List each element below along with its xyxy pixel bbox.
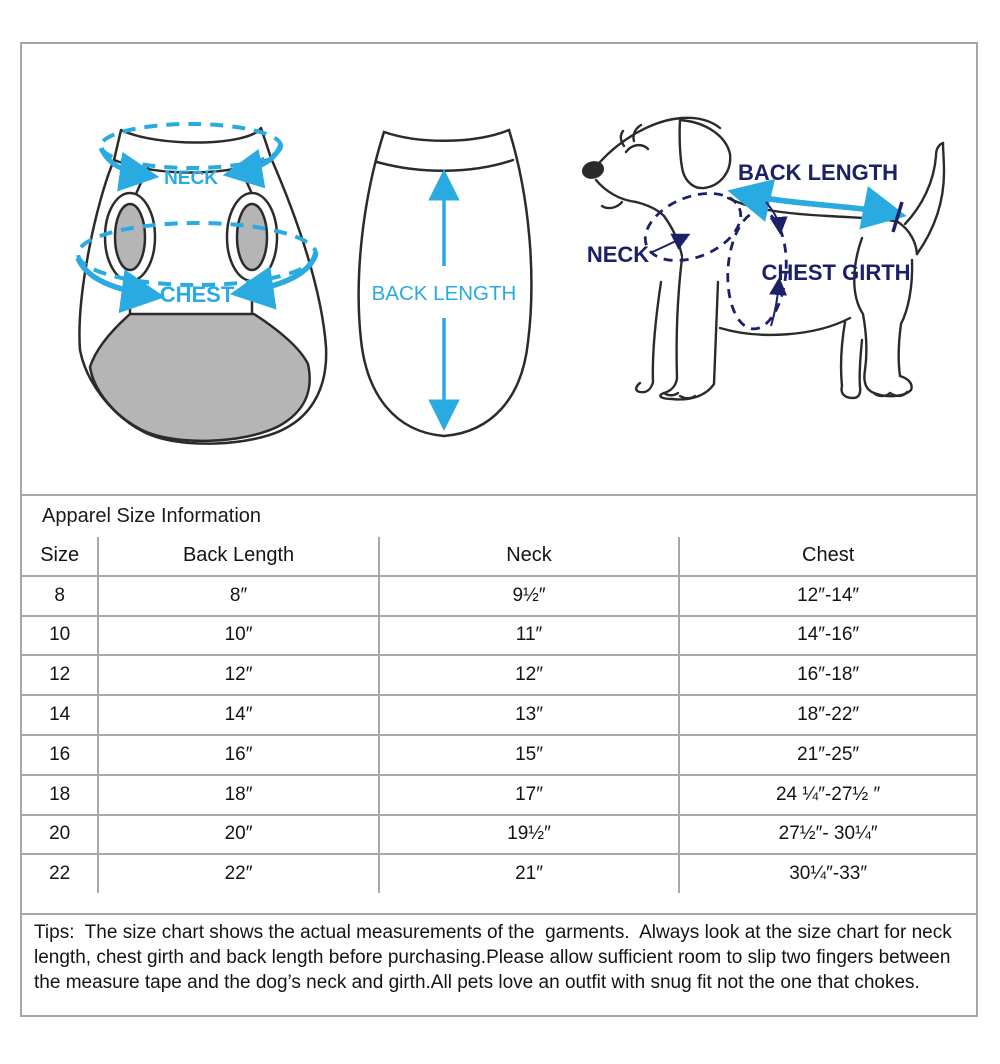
table-cell: 13″ [379, 695, 680, 735]
column-header-size: Size [22, 537, 98, 576]
table-row [22, 695, 976, 735]
front-chest-label: CHEST [159, 282, 235, 307]
measurement-diagrams [22, 44, 976, 494]
table-cell: 27½″- 30¼″ [679, 815, 976, 855]
table-cell: 9½″ [379, 576, 680, 616]
table-row [22, 775, 976, 815]
table-cell: 24 ¼″-27½ ″ [679, 775, 976, 815]
front-neck-label: NECK [164, 168, 218, 189]
tail-tick-mark [893, 202, 902, 232]
table-row [22, 616, 976, 656]
table-cell: 16″-18″ [679, 655, 976, 695]
table-cell: 22 [22, 854, 98, 893]
table-cell: 11″ [379, 616, 680, 656]
header-row [22, 537, 976, 576]
table-row [22, 576, 976, 616]
dog-neck-label: NECK [586, 242, 650, 267]
table-cell: 18″-22″ [679, 695, 976, 735]
back-length-label: BACK LENGTH [371, 282, 517, 305]
dog-diagram [560, 90, 980, 460]
table-cell: 8 [22, 576, 98, 616]
column-header-neck: Neck [379, 537, 680, 576]
dog-back-length-label: BACK LENGTH [737, 160, 899, 185]
table-cell: 15″ [379, 735, 680, 775]
column-header-back: Back Length [98, 537, 378, 576]
table-cell: 14″-16″ [679, 616, 976, 656]
garment-back-diagram [344, 106, 544, 456]
table-cell: 16″ [98, 735, 378, 775]
tips-text: Tips: The size chart shows the actual measurements of the garments. Always look at the size chart for neck length, chest girth and back length before purchasing.Please allow sufficient room to slip two fingers between the measure tape and the dog’s neck and girth.All pets love an outfit with snug fit not the one that chokes. [22, 913, 976, 1015]
table-cell: 20 [22, 815, 98, 855]
table-cell: 16 [22, 735, 98, 775]
table-cell: 12 [22, 655, 98, 695]
table-cell: 12″-14″ [679, 576, 976, 616]
table-row [22, 854, 976, 893]
table-cell: 18″ [98, 775, 378, 815]
size-table [22, 537, 976, 893]
table-row [22, 735, 976, 775]
table-cell: 8″ [98, 576, 378, 616]
size-table-body [22, 576, 976, 893]
table-cell: 18 [22, 775, 98, 815]
table-cell: 22″ [98, 854, 378, 893]
garment-front-diagram [64, 102, 344, 462]
table-cell: 10″ [98, 616, 378, 656]
table-cell: 20″ [98, 815, 378, 855]
table-cell: 10 [22, 616, 98, 656]
dog-neck-ring [635, 180, 750, 273]
table-title: Apparel Size Information [42, 505, 262, 527]
table-cell: 19½″ [379, 815, 680, 855]
table-cell: 12″ [98, 655, 378, 695]
size-chart-panel [20, 42, 978, 1017]
table-title-row [22, 494, 976, 537]
dog-chest-girth-label: CHEST GIRTH [761, 260, 911, 285]
column-header-chest: Chest [679, 537, 976, 576]
table-cell: 21″ [379, 854, 680, 893]
table-cell: 14″ [98, 695, 378, 735]
table-cell: 17″ [379, 775, 680, 815]
table-cell: 12″ [379, 655, 680, 695]
table-row [22, 815, 976, 855]
table-cell: 30¼″-33″ [679, 854, 976, 893]
table-cell: 21″-25″ [679, 735, 976, 775]
table-row [22, 655, 976, 695]
table-cell: 14 [22, 695, 98, 735]
